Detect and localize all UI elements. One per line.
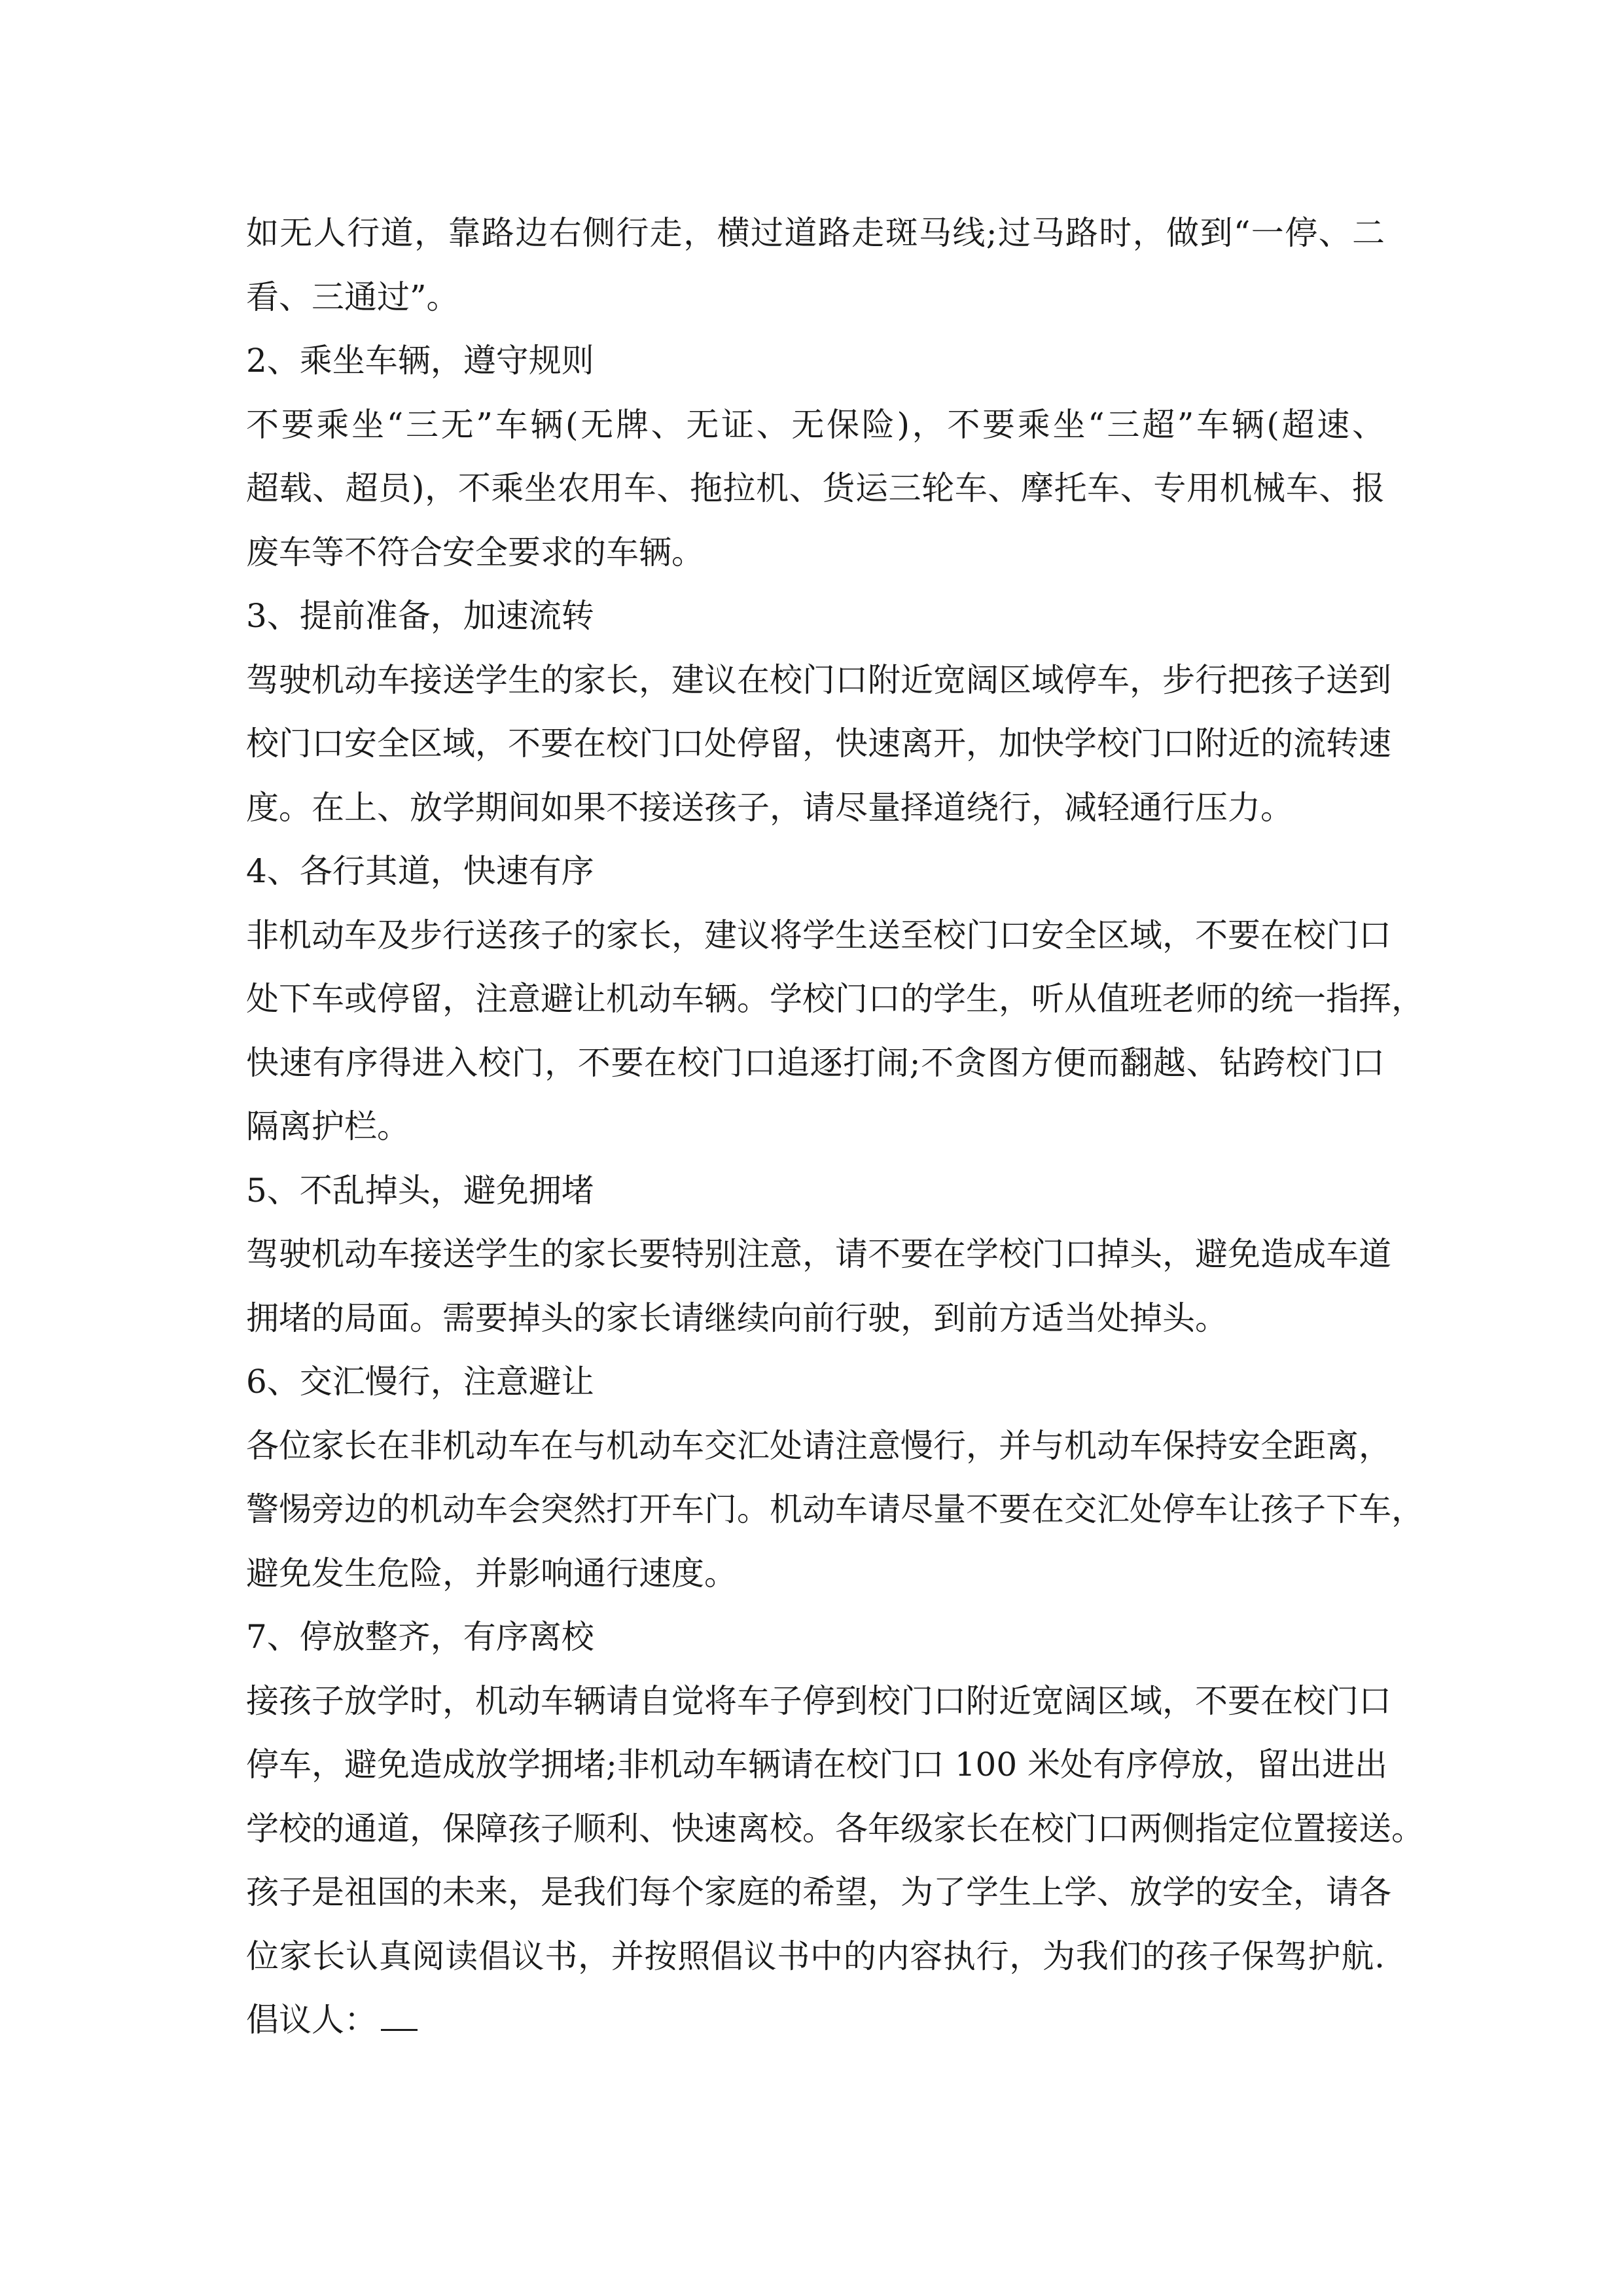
text-line: 学校的通道，保障孩子顺利、快速离校。各年级家长在校门口两侧指定位置接送。 <box>246 1809 1424 1848</box>
text-line: 度。在上、放学期间如果不接送孩子，请尽量择道绕行，减轻通行压力。 <box>246 788 1293 827</box>
text-line: 超载、超员)，不乘坐农用车、拖拉机、货运三轮车、摩托车、专用机械车、报 <box>246 469 1385 507</box>
text-line: 接孩子放学时，机动车辆请自觉将车子停到校门口附近宽阔区域，不要在校门口 <box>246 1681 1391 1720</box>
section-heading: 6、交汇慢行，注意避让 <box>246 1363 594 1401</box>
signature-line <box>246 1988 1385 2053</box>
text-line: 各位家长在非机动车在与机动车交汇处请注意慢行，并与机动车保持安全距离， <box>246 1426 1391 1465</box>
section-heading: 5、不乱掉头，避免拥堵 <box>246 1171 594 1210</box>
section-heading: 4、各行其道，快速有序 <box>246 852 594 890</box>
section-heading: 3、提前准备，加速流转 <box>246 597 594 635</box>
text-line: 非机动车及步行送孩子的家长，建议将学生送至校门口安全区域，不要在校门口 <box>246 916 1391 954</box>
section-heading: 2、乘坐车辆，遵守规则 <box>246 342 594 380</box>
text-line: 看、三通过”。 <box>246 278 459 316</box>
text-line: 驾驶机动车接送学生的家长要特别注意，请不要在学校门口掉头，避免造成车道 <box>246 1235 1391 1273</box>
text-line: 如无人行道，靠路边右侧行走，横过道路走斑马线;过马路时，做到“一停、二 <box>246 214 1385 252</box>
signature-blank <box>381 2003 418 2031</box>
text-line: 拥堵的局面。需要掉头的家长请继续向前行驶，到前方适当处掉头。 <box>246 1299 1228 1337</box>
signature-label: 倡议人： <box>246 2001 377 2039</box>
text-line: 孩子是祖国的未来，是我们每个家庭的希望，为了学生上学、放学的安全，请各 <box>246 1873 1391 1911</box>
document-body <box>246 202 1424 2053</box>
text-line: 不要乘坐“三无”车辆(无牌、无证、无保险)，不要乘坐“三超”车辆(超速、 <box>246 405 1385 444</box>
text-line: 隔离护栏。 <box>246 1107 410 1145</box>
text-line: 避免发生危险，并影响通行速度。 <box>246 1554 737 1592</box>
text-line: 驾驶机动车接送学生的家长，建议在校门口附近宽阔区域停车，步行把孩子送到 <box>246 660 1391 699</box>
text-line: 警惕旁边的机动车会突然打开车门。机动车请尽量不要在交汇处停车让孩子下车， <box>246 1490 1424 1528</box>
text-line: 位家长认真阅读倡议书，并按照倡议书中的内容执行，为我们的孩子保驾护航. <box>246 1937 1385 1975</box>
text-line: 校门口安全区域，不要在校门口处停留，快速离开，加快学校门口附近的流转速 <box>246 725 1391 762</box>
text-line: 快速有序得进入校门，不要在校门口追逐打闹;不贪图方便而翻越、钻跨校门口 <box>246 1043 1385 1082</box>
text-line: 停车，避免造成放学拥堵;非机动车辆请在校门口 100 米处有序停放，留出进出 <box>246 1746 1388 1784</box>
section-heading: 7、停放整齐，有序离校 <box>246 1618 594 1656</box>
text-line: 处下车或停留，注意避让机动车辆。学校门口的学生，听从值班老师的统一指挥， <box>246 980 1424 1018</box>
text-line: 废车等不符合安全要求的车辆。 <box>246 533 704 571</box>
